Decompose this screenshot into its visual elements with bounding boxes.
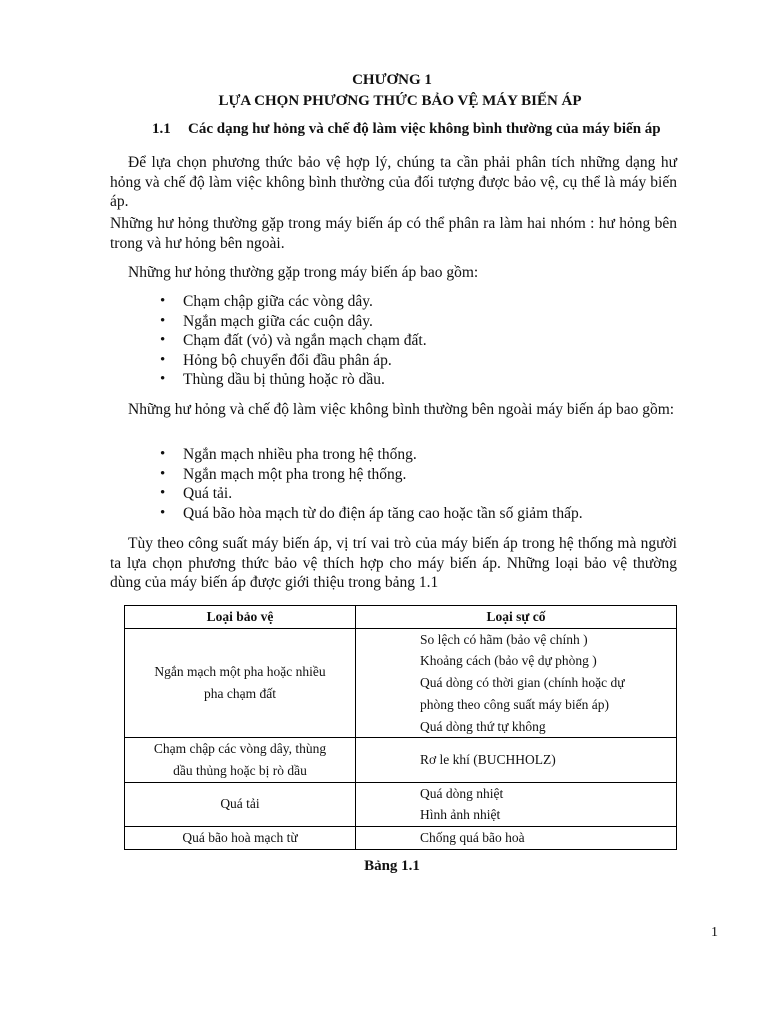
list-item: • Hỏng bộ chuyển đổi đầu phân áp.: [160, 351, 427, 371]
table-row: [125, 827, 677, 850]
chapter-title: LỰA CHỌN PHƯƠNG THỨC BẢO VỆ MÁY BIẾN ÁP: [218, 93, 582, 109]
table-cell-protection: [125, 738, 356, 782]
paragraph-external-faults: Những hư hỏng và chế độ làm việc không bình thường bên ngoài máy biến áp bao gồm:: [128, 401, 675, 418]
cell-line: Quá bão hoà mạch từ: [182, 830, 298, 846]
list-item: • Chạm đất (vỏ) và ngắn mạch chạm đất.: [160, 331, 427, 351]
paragraph-internal-faults: Những hư hỏng thường gặp trong máy biến áp bao gồm:: [128, 264, 479, 281]
cell-line: Hình ảnh nhiệt: [420, 807, 501, 823]
cell-line: Quá dòng có thời gian (chính hoặc dự: [420, 675, 625, 691]
table-cell-protection: [125, 782, 356, 826]
list-item: • Chạm chập giữa các vòng dây.: [160, 292, 427, 312]
cell-line: Khoảng cách (bảo vệ dự phòng ): [420, 653, 597, 669]
table-cell-fault: [356, 628, 677, 738]
section-heading: [152, 121, 661, 138]
table-header-row: [125, 606, 677, 629]
external-faults-list: [160, 445, 583, 523]
list-item: • Ngắn mạch một pha trong hệ thống.: [160, 465, 583, 485]
chapter-heading: CHƯƠNG 1: [352, 72, 432, 88]
cell-line: Chống quá bão hoà: [420, 830, 525, 846]
paragraph-fault-groups: Những hư hỏng thường gặp trong máy biến áp có thể phân ra làm hai nhóm : hư hỏng bên trong và hư hỏng bên ngoài.: [110, 215, 677, 252]
cell-line: Ngắn mạch một pha hoặc nhiều: [154, 664, 326, 680]
table-row: [125, 738, 677, 782]
section-number: 1.1: [152, 121, 171, 137]
section-title: Các dạng hư hỏng và chế độ làm việc không bình thường của máy biến áp: [188, 121, 661, 137]
cell-line: Rơ le khí (BUCHHOLZ): [420, 752, 556, 768]
cell-line: So lệch có hãm (bảo vệ chính ): [420, 631, 588, 647]
table-cell-fault: [356, 738, 677, 782]
table-cell-protection: [125, 628, 356, 738]
protection-table: [124, 605, 677, 850]
cell-line: dầu thủng hoặc bị rò dầu: [173, 762, 307, 778]
cell-line: Quá tải: [220, 796, 260, 812]
table-cell-fault: [356, 827, 677, 850]
table-header: Loại bảo vệ: [125, 606, 356, 629]
table-header: Loại sự cố: [356, 606, 677, 629]
cell-line: pha chạm đất: [204, 685, 276, 701]
list-item: • Quá bão hòa mạch từ do điện áp tăng cao hoặc tần số giảm thấp.: [160, 504, 583, 524]
cell-line: Chạm chập các vòng dây, thùng: [153, 741, 327, 757]
table-row: [125, 782, 677, 826]
table-cell-protection: [125, 827, 356, 850]
paragraph-protection-choice: Tùy theo công suất máy biến áp, vị trí vai trò của máy biến áp trong hệ thống mà người ta lựa chọn phương thức bảo vệ thích hợp cho máy biến áp. Những loại bảo vệ thường dùng của máy biến áp được giới thiệu trong bảng 1.1: [110, 535, 677, 591]
internal-faults-list: [160, 292, 427, 390]
table-row: [125, 628, 677, 738]
paragraph-intro: Để lựa chọn phương thức bảo vệ hợp lý, chúng ta cần phải phân tích những dạng hư hỏng và chế độ làm việc không bình thường của đối tượng được bảo vệ, cụ thể là máy biến áp.: [110, 154, 677, 210]
cell-line: Quá dòng thứ tự không: [420, 718, 546, 734]
cell-line: Quá dòng nhiệt: [420, 785, 504, 801]
table-cell-fault: [356, 782, 677, 826]
page-number: 1: [711, 925, 718, 940]
cell-line: phòng theo công suất máy biến áp): [420, 696, 609, 712]
list-item: • Quá tải.: [160, 484, 583, 504]
list-item: • Ngắn mạch giữa các cuộn dây.: [160, 312, 427, 332]
list-item: • Ngắn mạch nhiều pha trong hệ thống.: [160, 445, 583, 465]
table-caption: Bảng 1.1: [364, 858, 420, 874]
list-item: • Thùng dầu bị thủng hoặc rò dầu.: [160, 370, 427, 390]
